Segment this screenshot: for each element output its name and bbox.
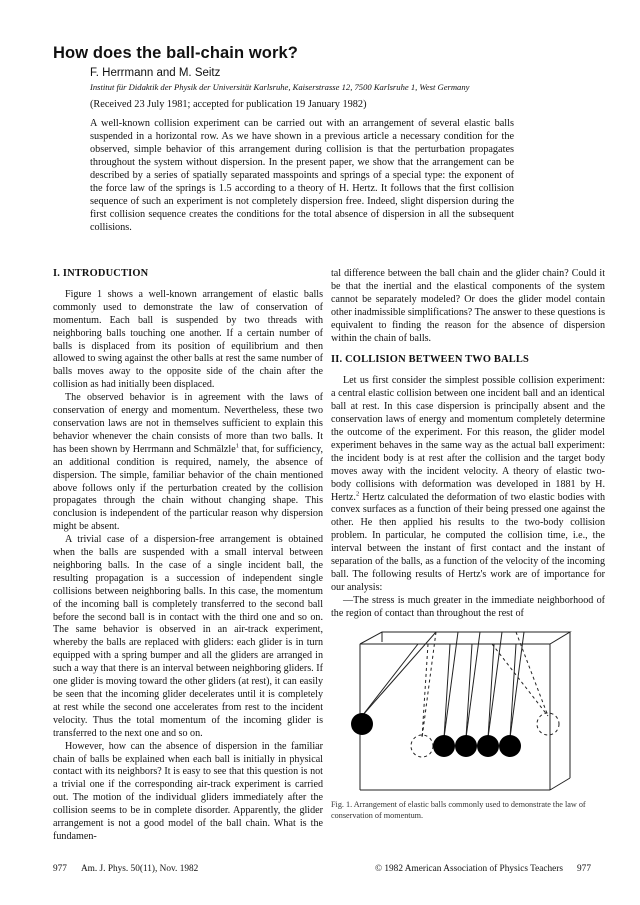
reference-marker: 2 <box>355 490 360 498</box>
thread <box>466 632 480 738</box>
dashed-thread <box>516 632 548 716</box>
copyright: © 1982 American Association of Physics Teachers <box>375 864 564 874</box>
ball <box>499 735 521 757</box>
ball <box>351 713 373 735</box>
paragraph: However, how can the absence of dispersion in the familiar chain of balls be explained when each ball is initially in physical contact with its neighbors? It is easy to see that this question is not a trivial one if the corresponding air-track experiment is carried out. The motion of the individual gliders immediately after the collision seems to be in complete disorder. Apparently, the glider arrangement is not a good model of the ball chain. What is the fundamen- <box>53 740 323 842</box>
section-1-heading: I. INTRODUCTION <box>53 268 149 279</box>
footer-left <box>53 864 198 874</box>
journal-citation: Am. J. Phys. 50(11), Nov. 1982 <box>80 864 199 874</box>
affiliation: Institut für Didaktik der Physik der Universität Karlsruhe, Kaiserstrasse 12, 7500 Karlsruhe 1, West Germany <box>90 82 470 92</box>
thread <box>510 644 516 738</box>
thread <box>444 632 458 738</box>
ball <box>477 735 499 757</box>
paragraph: Figure 1 shows a well-known arrangement of elastic balls commonly used to demonstrate the law of conservation of momentum. Each ball is suspended by two threads with neighboring balls touching one another. If a certain number of balls is displaced from its position of equilibrium and then allowed to swing against the other balls at rest the same number of balls moves away to the opposite side of the chain after the collision as had initially been displaced. <box>53 288 323 391</box>
thread <box>444 644 450 738</box>
thread <box>488 632 502 738</box>
thread <box>362 644 418 716</box>
dashed-thread <box>422 632 436 738</box>
reference-marker: 1 <box>235 442 239 450</box>
frame-top <box>360 632 570 644</box>
left-column <box>53 268 323 844</box>
paragraph: tal difference between the ball chain and the glider chain? Could it be that the inertial and the elastical components of the system cannot be separately modeled? Or does the glider model contain other inadmissible simplifications? The answer to these questions is equivalent to finding the reason for the absence of dispersion within the chain of balls. <box>331 268 605 344</box>
page-number: 977 <box>53 864 67 874</box>
article-title: How does the ball-chain work? <box>53 44 298 62</box>
paragraph: A trivial case of a dispersion-free arrangement is obtained when the balls are suspended with a small interval between neighboring balls. In the case of a single incident ball, the resulting propagation is a succession of independent single collisions between neighboring balls. In this case, the momentum of the incoming ball is completely transferred to the second ball before the second ball is in contact with the third one and so on. The same behavior is observed in an air-track experiment, whereby the balls are replaced with gliders: each glider is in turn equipped with a spring bumper and all the gliders are arranged in such a way that there is an interval between neighboring gliders. If one glider is moving toward the other gliders (at rest), it can easily be seen that the incoming glider decelerates until it is completely at rest while the second one accelerates from rest to the incident velocity. Thus the total momentum of the incoming glider is transferred to the next one and so on. <box>53 534 323 739</box>
paragraph: Let us first consider the simplest possible collision experiment: a central elastic collision between one incident ball and an identical ball at rest. In this case dispersion is principally absent and the conservation laws of energy and momentum completely determine the outcome of the experiment. For this reason, the glider model experiment behaves in the same way as the actual ball experiment: the incident body is at rest after the collision and the target body moves away with the incident velocity. A theory of elastic two-body collisions with deformation was developed in 1881 by H. Hertz.$^2$ Hertz calculated the deformation of two elastic bodies with convex surfaces as a function of their being pressed one against the other. He then applied his results to the two-body collision problem. In particular, he computed the collision time, i.e., the interval between the instant of first contact and the instant of separation of the balls, as a function of the velocity of the incoming ball. The following results of Hertz's work are of importance for our analysis: <box>331 375 605 593</box>
section-2-heading: II. COLLISION BETWEEN TWO BALLS <box>331 354 530 366</box>
frame-base <box>550 778 570 790</box>
received-dates: (Received 23 July 1981; accepted for publication 19 January 1982) <box>90 99 367 110</box>
thread <box>466 644 472 738</box>
figure-caption: Fig. 1. Arrangement of elastic balls commonly used to demonstrate the law of conservation of momentum. <box>331 800 586 820</box>
paragraph: The observed behavior is in agreement with the laws of conservation of energy and momentum. Nevertheless, these two conservation laws are not in themselves sufficient to explain this behavior whenever the chain consists of more than two balls. It has been shown by Herrmann and Schmälzle$^1$ that, for sufficiency, an additional condition is required, namely, the absence of dispersion. The simple, familiar behavior of the chain mentioned above follows only if the perturbation created by the collision propagates through the chain without changing shape. This conclusion is independent of the particular reason why dispersion might be absent. <box>53 392 323 533</box>
footer-right <box>375 864 591 874</box>
abstract: A well-known collision experiment can be carried out with an arrangement of several elastic balls suspended in a horizontal row. As we have shown in a previous article a necessary condition for the observed, simple behavior of this arrangement during collision is that the perturbation propagates throughout the system without dispersion. In the present paper, we show that the arrangement can be described by a series of spatially separated masspoints and springs of a special type: the exponent of the force law of the springs is 1.5 according to a theory of H. Hertz. It follows that the first collision sequence of such an experiment is not completely dispersion free. Indeed, slight dispersion during the first collision sequence creates the conditions for the total absence of dispersion in all the subsequent collisions. <box>90 118 514 233</box>
thread <box>488 644 494 738</box>
ball <box>433 735 455 757</box>
ghost-ball <box>537 713 559 735</box>
paragraph: —The stress is much greater in the immediate neighborhood of the region of contact than throughout the rest of <box>331 594 605 619</box>
thread <box>362 632 436 716</box>
page-number: 977 <box>577 864 591 874</box>
ghost-ball <box>411 735 433 757</box>
authors: F. Herrmann and M. Seitz <box>90 67 221 79</box>
right-column <box>331 268 605 621</box>
dashed-thread <box>422 644 428 738</box>
ball <box>455 735 477 757</box>
newtons-cradle-figure <box>340 630 580 802</box>
thread <box>510 632 524 738</box>
dashed-thread <box>492 644 548 716</box>
